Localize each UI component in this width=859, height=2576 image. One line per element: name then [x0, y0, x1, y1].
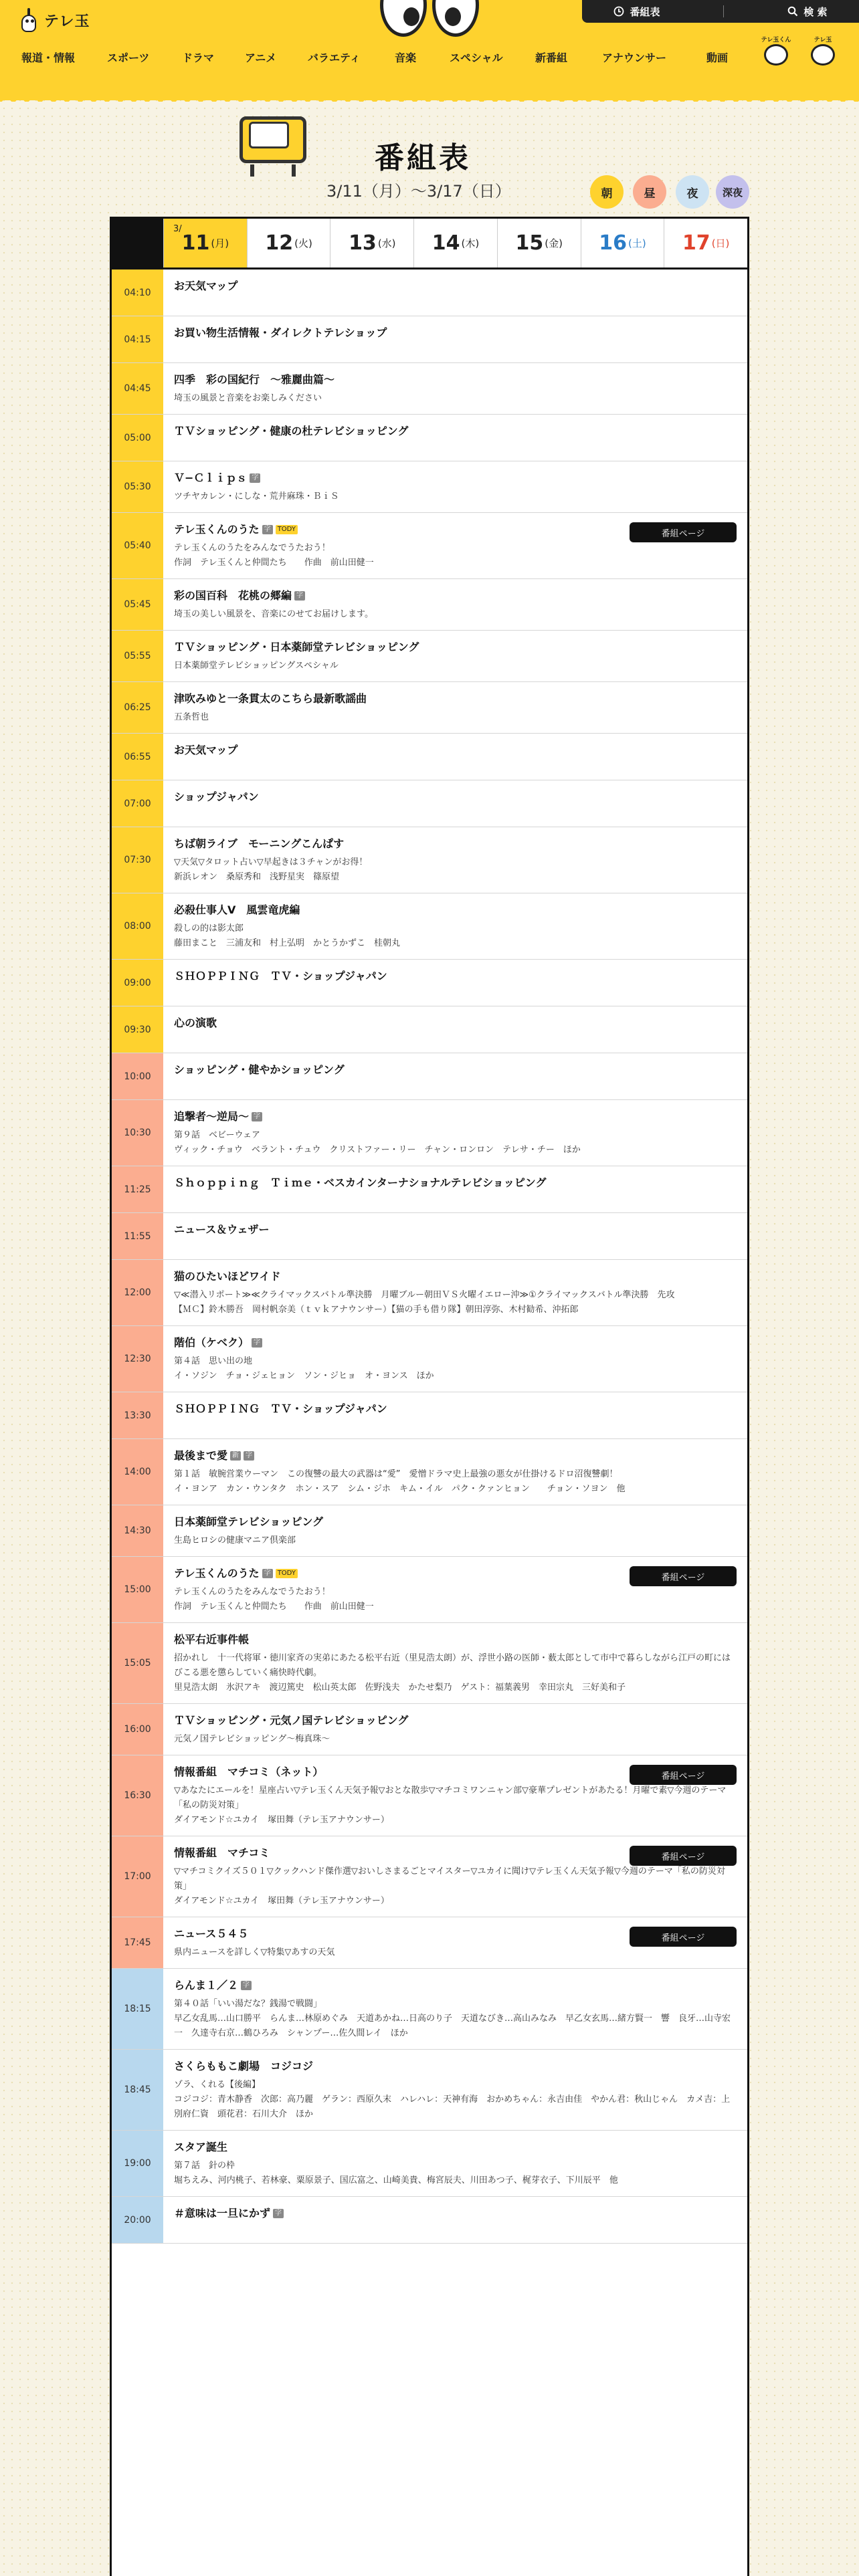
- program-row: [112, 1969, 747, 2050]
- program-body: [163, 1326, 747, 1392]
- program-row: [112, 2197, 747, 2244]
- program-body: [163, 2197, 747, 2243]
- program-description: ゾラ、くれる【後編】 コジコジ：青木静香 次郎：高乃麗 ゲラン：西原久末 ハレハレ：天神有海 おかめちゃん：永吉由佳 やかん君：秋山じゃん カメ吉：上別府仁資 頭花君：石川大介 ほか: [174, 2080, 731, 2119]
- program-title-text: 彩の国百科 花桃の郷編: [174, 589, 292, 602]
- program-row: [112, 270, 747, 316]
- program-title-text: お天気マップ: [174, 744, 238, 756]
- nav-announcers[interactable]: アナウンサー: [602, 51, 667, 64]
- nav-special[interactable]: スペシャル: [450, 51, 503, 64]
- program-time: 04:15: [112, 316, 163, 362]
- program-description: 県内ニュースを詳しく▽特集▽あすの天気: [174, 1947, 335, 1957]
- program-tag-todays: TODY: [276, 1569, 298, 1578]
- program-title[interactable]: [174, 1222, 737, 1237]
- program-tag-todays: TODY: [276, 525, 298, 534]
- program-time: 20:00: [112, 2197, 163, 2243]
- program-description: 日本薬師堂テレビショッピングスペシャル: [174, 661, 339, 671]
- program-description: 第４０話「いい湯だな？銭湯で戦闘」 早乙女乱馬…山口勝平 らんま…林原めぐみ 天道あかね…日高のり子 天道なびき…高山みなみ 早乙女玄馬…緒方賢一 響 良牙…山寺宏一 久達寺右京…鶴ひろみ シャンプー…佐久間レイ ほか: [174, 1999, 731, 2038]
- program-title-text: テレ玉くんのうた: [174, 1567, 260, 1580]
- program-title-text: らんま１／２: [174, 1979, 239, 1992]
- program-title[interactable]: [174, 424, 737, 439]
- program-title-text: 情報番組 マチコミ: [174, 1846, 270, 1859]
- program-title[interactable]: [174, 640, 737, 655]
- day-tab-weekday: (月): [211, 237, 229, 249]
- program-row: [112, 1755, 747, 1836]
- program-time: 10:00: [112, 1053, 163, 1099]
- program-row: [112, 1053, 747, 1100]
- program-time: 18:45: [112, 2050, 163, 2130]
- program-title[interactable]: [174, 691, 737, 706]
- program-time: 06:25: [112, 682, 163, 733]
- program-title-text: 四季 彩の国紀行 〜雅麗曲篇〜: [174, 373, 335, 386]
- day-tab-number: 13: [349, 231, 377, 255]
- program-tag-bracket: 字: [262, 1569, 273, 1578]
- program-description: 埼玉の美しい風景を、音楽にのせてお届けします。: [174, 609, 373, 619]
- site-header: [0, 0, 859, 100]
- slot-button-3[interactable]: 夜: [676, 175, 709, 209]
- program-description: 元気ノ国テレビショッピング〜梅真珠〜: [174, 1734, 330, 1744]
- schedule-link-label: 番組表: [630, 5, 660, 18]
- program-time: 10:30: [112, 1100, 163, 1166]
- program-body: [163, 1213, 747, 1259]
- program-title-text: 最後まで愛: [174, 1449, 228, 1462]
- program-body: [163, 1704, 747, 1755]
- program-title[interactable]: [174, 837, 737, 851]
- program-row: [112, 579, 747, 631]
- program-time: 07:00: [112, 780, 163, 827]
- teletama-kun-logo-icon: [17, 7, 40, 33]
- day-tab-weekday: (木): [461, 237, 480, 249]
- program-time: 06:55: [112, 734, 163, 780]
- program-row: [112, 1100, 747, 1166]
- program-title-text: Ｖ−Ｃｌｉｐｓ: [174, 471, 248, 484]
- program-body: [163, 780, 747, 827]
- program-row: [112, 1505, 747, 1557]
- program-title[interactable]: [174, 372, 737, 387]
- program-row: [112, 2050, 747, 2131]
- program-tag-bracket: 字: [244, 1451, 254, 1461]
- day-tab-11[interactable]: [163, 219, 247, 267]
- program-time: 14:30: [112, 1505, 163, 1556]
- program-title-text: ＳＨＯＰＰＩＮＧ ＴＶ・ショップジャパン: [174, 1402, 387, 1415]
- program-body: [163, 1755, 747, 1836]
- global-nav: [0, 47, 859, 70]
- program-body: [163, 1623, 747, 1703]
- program-title[interactable]: [174, 1335, 737, 1350]
- program-tag-new: 新: [230, 1451, 241, 1461]
- program-time: 19:00: [112, 2131, 163, 2196]
- program-title[interactable]: [174, 1016, 737, 1031]
- program-title-text: 階伯（ケベク）: [174, 1336, 250, 1349]
- program-time: 08:00: [112, 893, 163, 959]
- program-row: [112, 513, 747, 579]
- program-tag-bracket: 字: [250, 473, 260, 483]
- program-row: [112, 1439, 747, 1505]
- program-time: 17:45: [112, 1917, 163, 1968]
- program-body: [163, 960, 747, 1006]
- program-row: [112, 1392, 747, 1439]
- program-title-text: 追撃者〜逆局〜: [174, 1110, 250, 1123]
- site-logo[interactable]: [17, 5, 90, 35]
- nav-music[interactable]: 音楽: [395, 51, 417, 64]
- program-title[interactable]: [174, 1176, 737, 1190]
- program-title-text: ショッピング・健やかショッピング: [174, 1063, 345, 1076]
- program-time: 18:15: [112, 1969, 163, 2049]
- program-time: 07:30: [112, 827, 163, 893]
- program-title[interactable]: [174, 588, 737, 603]
- program-body: [163, 363, 747, 414]
- program-title[interactable]: [174, 2059, 737, 2074]
- search-button[interactable]: [787, 5, 827, 19]
- program-title-text: お買い物生活情報・ダイレクトテレショップ: [174, 326, 387, 339]
- program-body: [163, 270, 747, 316]
- header-zigzag-divider: [0, 92, 859, 102]
- program-row: [112, 893, 747, 960]
- program-title[interactable]: [174, 903, 737, 918]
- program-body: [163, 1917, 747, 1968]
- program-body: [163, 1836, 747, 1917]
- program-description: ▽マチコミクイズ５０１▽クックハンド傑作選▽おいしさまるごとマイスター▽ユカイに聞け▽テレ玉くん天気予報▽今週のテーマ「私の防災対策」 ダイアモンド☆ユカイ 塚田舞（テレ玉アナウンサー）: [174, 1866, 725, 1906]
- day-tabs: [112, 219, 747, 270]
- slot-button-4[interactable]: 深夜: [716, 175, 749, 209]
- program-title[interactable]: [174, 471, 737, 486]
- program-description: 第１話 敏腕営業ウーマン この復讐の最大の武器は“愛” 愛憎ドラマ史上最強の悪女が仕掛けるドロ沼復讐劇！ イ・ヨンア カン・ウンタク ホン・スア シム・ジホ キム・イル パク・クァンヒョン チョン・ソヨン 他: [174, 1469, 626, 1494]
- nav-anime[interactable]: アニメ: [245, 51, 277, 64]
- program-body: [163, 2050, 747, 2130]
- program-description: ▽≪潜入リポート≫≪クライマックスバトル準決勝 月曜ブルー朝田ＶＳ火曜イエロー沖≫①クライマックスバトル準決勝 先攻 【ＭＣ】鈴木勝吾 岡村帆奈美（ｔｖｋアナウンサー）【猫の手も借り隊】朝田淳弥、木村勧希、沖拓郎: [174, 1290, 675, 1315]
- program-description: ▽あなたにエールを！星座占い▽テレ玉くん天気予報▽おとな散歩▽マチコミワンニャン部▽豪華プレゼントがあたる！月曜で素▽今週のテーマ「私の防災対策」 ダイアモンド☆ユカイ 塚田舞（テレ玉アナウンサー）: [174, 1786, 727, 1825]
- program-time: 04:45: [112, 363, 163, 414]
- program-tag-bracket: 字: [252, 1338, 262, 1348]
- day-tab-number: 17: [682, 231, 710, 255]
- program-title-text: ちば朝ライブ モーニングこんぱす: [174, 837, 345, 850]
- program-title-text: スタア誕生: [174, 2141, 228, 2153]
- program-body: [163, 1969, 747, 2049]
- program-body: [163, 415, 747, 461]
- program-time: 15:05: [112, 1623, 163, 1703]
- day-tab-weekday: (日): [711, 237, 730, 249]
- program-row: [112, 780, 747, 827]
- program-tag-bracket: 字: [252, 1112, 262, 1121]
- program-row: [112, 960, 747, 1006]
- program-time: 04:10: [112, 270, 163, 316]
- day-tab-number: 12: [265, 231, 294, 255]
- program-title[interactable]: [174, 326, 737, 340]
- program-time: 11:55: [112, 1213, 163, 1259]
- day-tab-12[interactable]: [247, 219, 330, 267]
- teletama-kun-button[interactable]: [759, 37, 793, 72]
- day-tab-13[interactable]: [330, 219, 413, 267]
- program-page-button[interactable]: 番組ページ: [630, 522, 737, 542]
- program-title[interactable]: [174, 1402, 737, 1416]
- program-row: [112, 1260, 747, 1326]
- program-title[interactable]: [174, 1632, 737, 1647]
- tool-divider: [723, 5, 724, 17]
- program-row: [112, 363, 747, 415]
- program-description: 殺しの的は影太郎 藤田まこと 三浦友和 村上弘明 かとうかずこ 桂朝丸: [174, 924, 401, 948]
- program-body: [163, 1006, 747, 1053]
- program-description: 第７話 針の枠 堀ちえみ、河内桃子、若林豪、粟原景子、国広富之、山崎美貴、梅宮辰夫、川田あつ子、梶芽衣子、下川辰平 他: [174, 2161, 618, 2185]
- program-body: [163, 734, 747, 780]
- program-title[interactable]: [174, 790, 737, 804]
- clock-icon: [613, 6, 624, 17]
- program-page-button[interactable]: 番組ページ: [630, 1765, 737, 1785]
- program-row: [112, 1006, 747, 1053]
- program-title-text: さくらももこ劇場 コジコジ: [174, 2060, 314, 2072]
- program-row: [112, 827, 747, 893]
- day-tab-weekday: (土): [628, 237, 646, 249]
- program-body: [163, 827, 747, 893]
- nav-videos[interactable]: 動画: [706, 51, 729, 64]
- program-row: [112, 682, 747, 734]
- program-title[interactable]: [174, 1063, 737, 1077]
- teletama-face-icon: [811, 44, 835, 66]
- program-title-text: 猫のひたいほどワイド: [174, 1270, 281, 1283]
- program-row: [112, 2131, 747, 2197]
- teletama-kun-label: テレ玉くん: [761, 37, 791, 43]
- slot-button-2[interactable]: 昼: [633, 175, 666, 209]
- program-body: [163, 631, 747, 681]
- program-time: 05:30: [112, 461, 163, 512]
- program-time: 09:30: [112, 1006, 163, 1053]
- program-description: ツチヤカレン・にしな・荒井麻珠・ＢｉＳ: [174, 492, 339, 502]
- mascot-eyes-icon: [380, 0, 480, 40]
- program-time: 17:00: [112, 1836, 163, 1917]
- program-time: 12:00: [112, 1260, 163, 1325]
- program-row: [112, 1623, 747, 1704]
- program-title[interactable]: [174, 279, 737, 294]
- program-time: 15:00: [112, 1557, 163, 1622]
- program-title-text: 必殺仕事人Ⅴ 風雲竜虎編: [174, 903, 300, 916]
- program-row: [112, 316, 747, 363]
- program-body: [163, 461, 747, 512]
- program-row: [112, 1557, 747, 1623]
- program-tag-bracket: 字: [273, 2209, 284, 2218]
- day-tab-number: 15: [515, 231, 544, 255]
- program-title-text: テレ玉くんのうた: [174, 523, 260, 536]
- date-range: 3/11（月）〜3/17（日）: [326, 182, 511, 201]
- program-description: 第９話 ベビーウェア ヴィック・チョウ ベラント・チュウ クリストファー・リー チャン・ロンロン テレサ・チー ほか: [174, 1130, 581, 1155]
- program-time: 16:30: [112, 1755, 163, 1836]
- program-body: [163, 513, 747, 578]
- program-page-button[interactable]: 番組ページ: [630, 1566, 737, 1586]
- day-tab-16[interactable]: [581, 219, 664, 267]
- program-description: 埼玉の風景と音楽をお楽しみください: [174, 393, 322, 403]
- nav-news[interactable]: 報道・情報: [21, 51, 76, 64]
- logo-text: テレ玉: [44, 13, 90, 30]
- program-title-text: 松平右近事件帳: [174, 1633, 250, 1646]
- day-tab-number: 16: [599, 231, 627, 255]
- program-title-text: ＃意味は一旦にかず: [174, 2207, 271, 2220]
- day-tabs-corner: [112, 219, 163, 267]
- program-row: [112, 734, 747, 780]
- program-row: [112, 631, 747, 682]
- program-description: テレ玉くんのうたをみんなでうたおう！ 作詞 テレ玉くんと仲間たち 作曲 前山田健一: [174, 1587, 374, 1612]
- program-time: 13:30: [112, 1392, 163, 1438]
- teletama-kun-face-icon: [764, 44, 788, 66]
- program-title[interactable]: [174, 743, 737, 758]
- program-tag-bracket: 字: [262, 525, 273, 534]
- program-body: [163, 1505, 747, 1556]
- program-tag-bracket: 字: [241, 1981, 252, 1990]
- program-time: 16:00: [112, 1704, 163, 1755]
- program-body: [163, 1100, 747, 1166]
- program-title[interactable]: [174, 969, 737, 984]
- program-row: [112, 1704, 747, 1755]
- nav-new-programs[interactable]: 新番組: [535, 51, 568, 64]
- program-body: [163, 1439, 747, 1505]
- program-body: [163, 682, 747, 733]
- program-title-text: ニュース＆ウェザー: [174, 1223, 270, 1236]
- program-row: [112, 1917, 747, 1969]
- program-time: 14:00: [112, 1439, 163, 1505]
- slot-button-1[interactable]: 朝: [590, 175, 624, 209]
- program-time: 09:00: [112, 960, 163, 1006]
- program-time: 05:55: [112, 631, 163, 681]
- program-tag-bracket: 字: [294, 591, 305, 601]
- program-time: 05:00: [112, 415, 163, 461]
- program-title-text: 心の演歌: [174, 1016, 217, 1029]
- search-button-label: 検 索: [803, 5, 828, 18]
- program-title-text: ショップジャパン: [174, 790, 259, 803]
- program-title-text: 情報番組 マチコミ（ネット）: [174, 1765, 324, 1778]
- program-title-text: お天気マップ: [174, 280, 238, 292]
- page-title: 番組表: [375, 141, 471, 175]
- program-title-text: Ｓｈｏｐｐｉｎｇ Ｔｉｍｅ・ベスカインターナショナルテレビショッピング: [174, 1176, 547, 1189]
- program-body: [163, 316, 747, 362]
- nav-drama[interactable]: ドラマ: [182, 51, 215, 64]
- program-body: [163, 893, 747, 959]
- program-title[interactable]: [174, 1109, 737, 1124]
- program-description: 五条哲也: [174, 712, 209, 722]
- tv-illustration-icon: [235, 112, 310, 179]
- program-description: ▽天気▽タロット占い▽早起きは３チャンがお得！ 新浜レオン 桑原秀和 浅野星実 篠原望: [174, 857, 368, 882]
- program-title[interactable]: [174, 1978, 737, 1993]
- day-tab-month: 3/: [173, 224, 182, 234]
- program-body: [163, 1260, 747, 1325]
- teletama-label: テレ玉: [814, 37, 832, 43]
- program-description: 招かれし 十一代将軍・徳川家斉の実弟にあたる松平右近（里見浩太朗）が、浮世小路の医師・薮太郎として市中で暮らしながら江戸の町にはびこる悪を懲らしていく痛快時代劇。 里見浩太朗 氷沢アキ 渡辺篤史 松山英太郎 佐野浅夫 かたせ梨乃 ゲスト：福葉義男 幸田宗丸 三好美和子: [174, 1653, 731, 1693]
- teletama-button[interactable]: [805, 37, 840, 72]
- program-title-text: ニュース５４５: [174, 1927, 249, 1940]
- program-title[interactable]: [174, 2206, 737, 2221]
- program-body: [163, 1392, 747, 1438]
- program-title-text: ＴＶショッピング・元気ノ国テレビショッピング: [174, 1714, 409, 1727]
- program-time: 05:40: [112, 513, 163, 578]
- program-page-button[interactable]: 番組ページ: [630, 1846, 737, 1866]
- program-title-text: 日本薬師堂テレビショッピング: [174, 1515, 324, 1528]
- program-title-text: ＳＨＯＰＰＩＮＧ ＴＶ・ショップジャパン: [174, 970, 387, 982]
- program-title[interactable]: [174, 1448, 737, 1463]
- program-description: 生島ヒロシの健康マニア倶楽部: [174, 1535, 296, 1545]
- day-tab-weekday: (水): [377, 237, 396, 249]
- program-title-text: 津吹みゆと一条貫太のこちら最新歌謡曲: [174, 692, 367, 705]
- program-row: [112, 415, 747, 461]
- day-tab-number: 11: [181, 231, 210, 255]
- program-body: [163, 1557, 747, 1622]
- program-body: [163, 579, 747, 630]
- top-tools: [582, 0, 859, 23]
- program-description: 第４話 思い出の地 イ・ソジン チョ・ジェヒョン ソン・ジヒョ オ・ヨンス ほか: [174, 1356, 434, 1381]
- program-description: テレ玉くんのうたをみんなでうたおう！ 作詞 テレ玉くんと仲間たち 作曲 前山田健一: [174, 543, 374, 568]
- program-body: [163, 1053, 747, 1099]
- day-tab-17[interactable]: [664, 219, 747, 267]
- day-tab-number: 14: [432, 231, 460, 255]
- schedule-link[interactable]: [613, 5, 660, 19]
- search-icon: [787, 6, 798, 17]
- program-list: [112, 270, 747, 2244]
- nav-sports[interactable]: スポーツ: [107, 51, 150, 64]
- nav-variety[interactable]: バラエティ: [308, 51, 361, 64]
- program-row: [112, 461, 747, 513]
- program-time: 05:45: [112, 579, 163, 630]
- program-title[interactable]: [174, 1269, 737, 1284]
- program-title[interactable]: [174, 1713, 737, 1728]
- program-row: [112, 1213, 747, 1260]
- day-tab-weekday: (金): [545, 237, 563, 249]
- program-title[interactable]: [174, 2140, 737, 2155]
- day-tab-14[interactable]: [413, 219, 497, 267]
- program-time: 11:25: [112, 1166, 163, 1212]
- day-tab-15[interactable]: [497, 219, 581, 267]
- program-body: [163, 1166, 747, 1212]
- day-tab-weekday: (火): [294, 237, 312, 249]
- program-time: 12:30: [112, 1326, 163, 1392]
- program-page-button[interactable]: 番組ページ: [630, 1927, 737, 1947]
- program-body: [163, 2131, 747, 2196]
- program-schedule: [110, 217, 749, 2576]
- program-row: [112, 1836, 747, 1917]
- program-title[interactable]: [174, 1515, 737, 1529]
- program-row: [112, 1326, 747, 1392]
- program-title-text: ＴＶショッピング・日本薬師堂テレビショッピング: [174, 641, 419, 653]
- program-title-text: ＴＶショッピング・健康の杜テレビショッピング: [174, 425, 409, 437]
- program-row: [112, 1166, 747, 1213]
